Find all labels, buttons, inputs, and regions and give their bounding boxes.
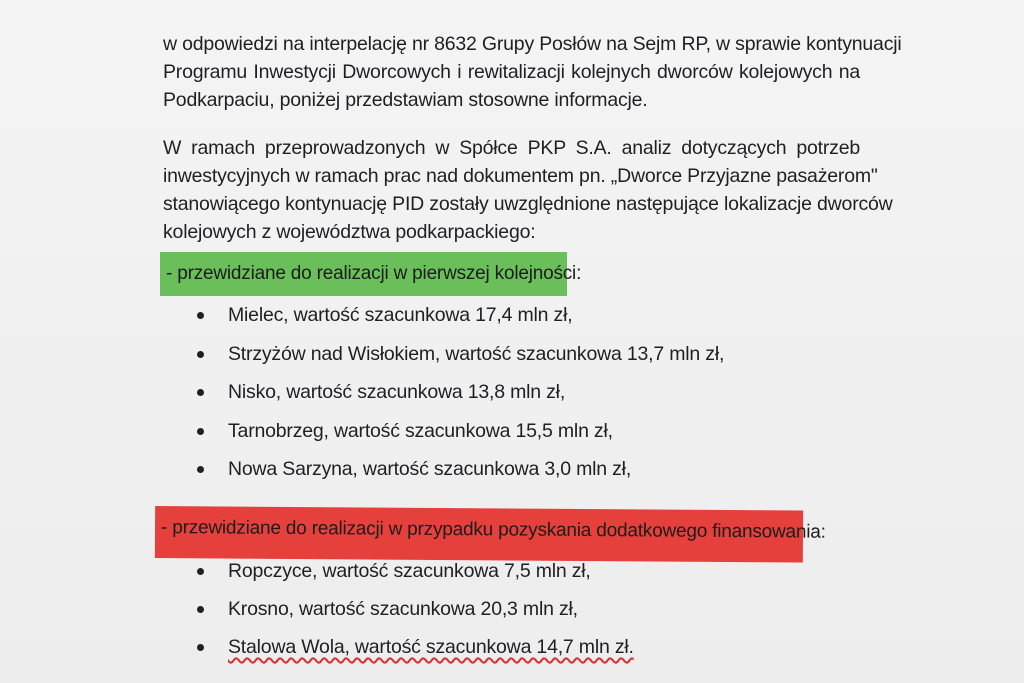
- list-item: Mielec, wartość szacunkowa 17,4 mln zł,: [197, 301, 724, 340]
- additional-funding-list: [197, 557, 634, 671]
- spellcheck-underlined-text: Stalowa Wola, wartość szacunkowa 14,7 mln zł.: [228, 636, 634, 658]
- paragraph-line: Podkarpaciu, poniżej przedstawiam stosowne informacje.: [163, 89, 648, 111]
- bullet-icon: [197, 312, 204, 319]
- list-item: Nisko, wartość szacunkowa 13,8 mln zł,: [197, 378, 724, 417]
- bullet-icon: [197, 644, 204, 651]
- intro-paragraph: [163, 30, 902, 114]
- paragraph-line: Programu Inwestycji Dworcowych i rewitalizacji kolejnych dworców kolejowych na: [163, 61, 860, 83]
- bullet-icon: [197, 389, 204, 396]
- additional-funding-heading: - przewidziane do realizacji w przypadku pozyskania dodatkowego finansowania:: [155, 506, 803, 563]
- paragraph-line: stanowiącego kontynuację PID zostały uwzględnione następujące lokalizacje dworców: [163, 193, 893, 215]
- bullet-icon: [197, 606, 204, 613]
- list-item: Strzyżów nad Wisłokiem, wartość szacunkowa 13,7 mln zł,: [197, 340, 724, 379]
- paragraph-line: inwestycyjnych w ramach prac nad dokumentem pn. „Dworce Przyjazne pasażerom": [163, 165, 878, 187]
- bullet-icon: [197, 428, 204, 435]
- bullet-icon: [197, 351, 204, 358]
- paragraph-line: kolejowych z województwa podkarpackiego:: [163, 221, 536, 243]
- list-item: Ropczyce, wartość szacunkowa 7,5 mln zł,: [197, 557, 634, 595]
- list-item: Krosno, wartość szacunkowa 20,3 mln zł,: [197, 595, 634, 633]
- paragraph-line: W ramach przeprowadzonych w Spółce PKP S.A. analiz dotyczących potrzeb: [163, 137, 860, 159]
- first-priority-list: [197, 301, 724, 494]
- list-item: Nowa Sarzyna, wartość szacunkowa 3,0 mln zł,: [197, 455, 724, 494]
- bullet-icon: [197, 568, 204, 575]
- paragraph-line: w odpowiedzi na interpelację nr 8632 Grupy Posłów na Sejm RP, w sprawie kontynuacji: [163, 33, 902, 55]
- list-item: Tarnobrzeg, wartość szacunkowa 15,5 mln zł,: [197, 417, 724, 456]
- first-priority-heading: - przewidziane do realizacji w pierwszej kolejności:: [160, 252, 567, 296]
- list-item: [197, 633, 634, 671]
- analysis-paragraph: [163, 134, 893, 246]
- bullet-icon: [197, 466, 204, 473]
